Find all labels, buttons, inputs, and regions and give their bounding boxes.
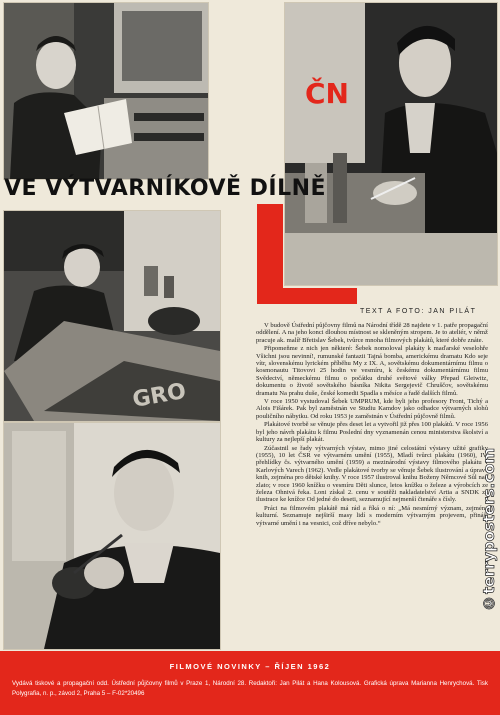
photo-painting-man — [284, 2, 498, 286]
watermark: ©terryposters.com — [480, 447, 498, 613]
article-body — [256, 322, 488, 528]
article-paragraph: V roce 1950 vystudoval Šebek UMPRUM, kde byli jeho profesory Front, Tichý a Alois Fišárek. Pak byl zaměstnán ve Studiu Kamdov jako odhadce výtvarných slohů pouličního nábytku. Od roku 1953 je zaměstnán v Ústřední půjčovně filmů. — [256, 398, 488, 420]
footer-imprint: Vydává tiskové a propagační odd. Ústřední půjčovny filmů v Praze 1, Národní 28. Redaktoři: Jan Pilát a Hana Kolousová. Grafická úprava Marianna Henrychová. Tisk Polygrafia, n. p., závod 2, Praha 5 – F-02*20496 — [12, 680, 488, 697]
article-paragraph: Plakátové tvorbě se věnuje přes deset let a vytvořil již přes 100 plakátů. V roce 1956 byl jeho návrh plakátu k filmu Poslední dny vyznamenán cenou ministerstva školství a kultury za nejlepší plakát. — [256, 421, 488, 444]
article-paragraph: Zúčastnil se řady výtvarných výstav, mimo jiné celostátní výstavy užité grafiky (1955), 10 let ČSR ve výtvarném umění (1955), Mladí tvůrci plakátu (1960), IV. přehlídky čs. výtvarného umění (1959) a mezinárodní výstavy filmového plakátu v Karlových Varech (1962). Vedle plakátové tvorby se věnuje Šebek ilustrování a úpravě knih, zejména pro dětské knihy. V roce 1957 ilustroval knihu Boženy Němcové Sůl nad zlato; v roce 1960 knížku o vesmíru Děti slunce, letos knížku o železe a výrobcích ze železa Ohnivá řeka. Loni získal 2. cenu v soutěži nakladatelství Artia a SNDK za ilustrace ke knížce Od jedné do deseti, seznamující nejmenší čtenáře s čísly. — [256, 444, 488, 504]
photo-kneeling-man — [3, 210, 221, 422]
article-paragraph: Práci na filmovém plakátě má rád a říká o ní: „Má nesmírný význam, zejména kulturní. Seznamuje nejširší masy lidí s moderním výtvarným projevem, přináší výtvarné umění i na vesnici, což dříve nebylo.“ — [256, 504, 488, 527]
red-initial-L-horizontal — [257, 288, 357, 304]
photo-credit: TEXT A FOTO: JAN PILÁT — [360, 308, 477, 315]
article-paragraph: V budově Ústřední půjčovny filmů na Národní třídě 28 najdete v 1. patře propagační oddělení. A na jeho konci dlouhou místnost se skleněným stropem. Je to ateliér, v němž pracuje ak. malíř Břetislav Šebek, tvůrce mnoha filmových plakátů, které dobře znáte. — [256, 322, 488, 344]
svg-text:ČN: ČN — [305, 77, 349, 110]
photo-pipe-man — [3, 422, 221, 650]
footer-title: FILMOVÉ NOVINKY – ŘÍJEN 1962 — [169, 662, 331, 671]
article-heading: VE VÝTVARNÍKOVĚ DÍLNĚ — [4, 176, 327, 201]
footer-band — [0, 651, 500, 715]
photo-reading-man — [3, 2, 209, 180]
article-paragraph: Připomeňme z nich jen některé: Šebek nomoloval plakáty k maďarské veselohře Všichni jsou nevinní!, rumunské fantazii Tajná bomba, americkému dramatu Kdo seje vítr, slovenskému lyrickém příběhu My z IX. A, sovětskému dokumentárnímu filmu o kosmonautu Titovovi 25 hodin ve vesmíru, k českému dokumentárnímu filmu Svědectví, německému filmu o počátku druhé světové války Přepad Gleiwitz, dokumentu o životě sovětského básníka Nikita Sergejevič Chruščov, sovětskému dramatu Na prahu duše, české komedii Spadla s měsíce a řadě dalších filmů. — [256, 345, 488, 397]
svg-text:GRO: GRO — [130, 378, 188, 413]
